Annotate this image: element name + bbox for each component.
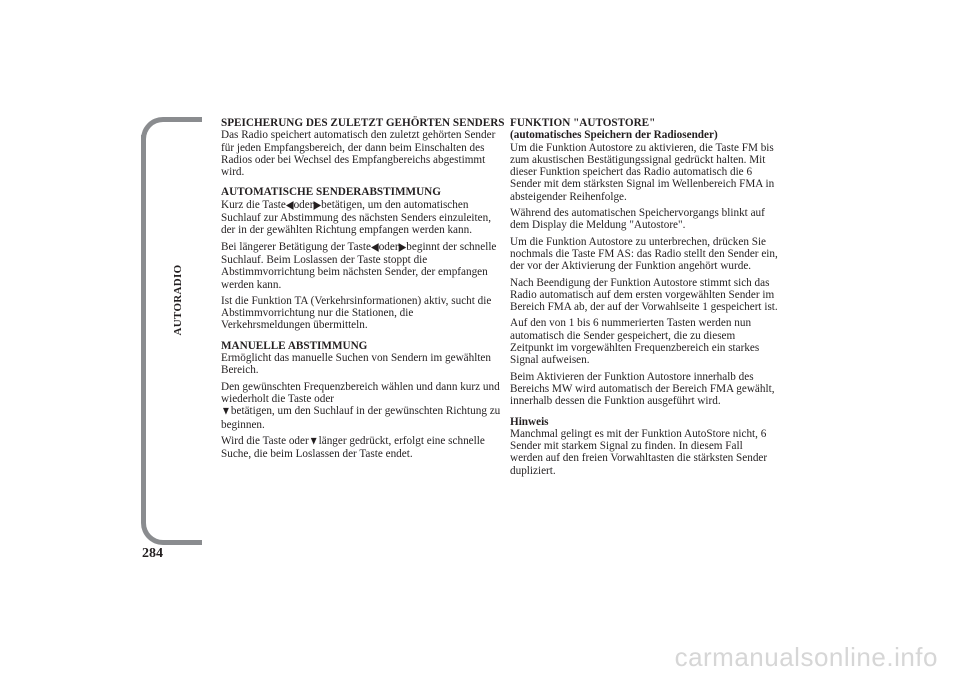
heading-note: Hinweis	[510, 415, 549, 428]
paragraph-manual-steps: Den gewünschten Frequenzbereich wählen und dann kurz und wiederholt die Taste oder ▼betätigen, um den Suchlauf in der gewünschten Richtung zu beginnen.	[221, 380, 501, 431]
frame-corner-bottom	[141, 520, 202, 545]
paragraph-fast-search: Bei längerer Betätigung der Taste◀oder▶beginnt der schnelle Suchlauf. Beim Loslassen der Taste stoppt die Abstimmvorrichtung beim nächsten Sender, der empfangen werden kann.	[221, 240, 497, 291]
frame-corner-top	[141, 117, 202, 142]
paragraph-autostore-end: Nach Beendigung der Funktion Autostore stimmt sich das Radio automatisch auf dem ersten vorgewählten Sender im Bereich FMA ab, der auf der Vorwahlseite 1 gespeichert ist.	[510, 276, 778, 314]
paragraph-autostore-keys: Auf den von 1 bis 6 nummerierten Tasten werden nun automatisch die Sender gespeichert, die zu diesem Zeitpunkt im vorgewählten Frequenzbereich ein starkes Signal aufweisen.	[510, 317, 760, 367]
paragraph-autostore-interrupt: Um die Funktion Autostore zu unterbrechen, drücken Sie nochmals die Taste FM AS: das Radio stellt den Sender ein, der vor der Aktivierung der Funktion angehört wurde.	[510, 235, 778, 273]
paragraph-ta-function: Ist die Funktion TA (Verkehrsinformationen) aktiv, sucht die Abstimmvorrichtung nur die Stationen, die Verkehrsmeldungen übermitteln.	[221, 294, 492, 332]
paragraph-autostore-activate: Um die Funktion Autostore zu aktivieren, die Taste FM bis zum akustischen Bestätigungssignal gedrückt halten. Mit dieser Funktion speichert das Radio automatisch die 6 Sender mit dem stärksten Signal im Wellenbereich FMA in absteigender Reihenfolge.	[510, 141, 775, 203]
right-arrow-icon: ▶	[313, 198, 322, 212]
heading-auto-tuning: AUTOMATISCHE SENDERABSTIMMUNG	[221, 186, 441, 199]
down-arrow-icon: ▼	[308, 434, 319, 448]
right-arrow-icon: ▶	[398, 240, 407, 254]
paragraph-manual-search: Ermöglicht das manuelle Suchen von Sendern im gewählten Bereich.	[221, 352, 491, 377]
heading-last-station: SPEICHERUNG DES ZULETZT GEHÖRTEN SENDERS	[221, 117, 505, 129]
watermark: carmanualsonline.info	[674, 642, 938, 672]
frame-side-line	[141, 135, 146, 522]
left-arrow-icon: ◀	[371, 240, 379, 254]
down-arrow-icon: ▼	[221, 405, 231, 418]
paragraph-autostore-mw: Beim Aktivieren der Funktion Autostore innerhalb des Bereichs MW wird automatisch der Bereich FMA gewählt, innerhalb dessen die Funktion ausgeführt wird.	[510, 370, 775, 408]
paragraph-note: Manchmal gelingt es mit der Funktion AutoStore nicht, 6 Sender mit starkem Signal zu finden. In diesem Fall werden auf den freien Vorwahltasten die stärksten Sender dupliziert.	[510, 427, 768, 477]
right-column	[510, 117, 778, 481]
left-arrow-icon: ◀	[285, 198, 294, 212]
page-number: 284	[142, 546, 163, 561]
left-column	[221, 117, 505, 464]
heading-manual-tuning: MANUELLE ABSTIMMUNG	[221, 339, 368, 352]
paragraph-autostore-display: Während des automatischen Speichervorgangs blinkt auf dem Display die Meldung "Autostore".	[510, 207, 765, 232]
heading-autostore-sub: (automatisches Speichern der Radiosender)	[510, 129, 718, 142]
section-side-tab: AUTORADIO	[172, 264, 184, 336]
heading-autostore: FUNKTION "AUTOSTORE"	[510, 117, 656, 129]
paragraph-last-station: Das Radio speichert automatisch den zuletzt gehörten Sender für jeden Empfangsbereich, der dann beim Einschalten des Radios oder bei Wechsel des Empfangbereichs abgestimmt wird.	[221, 129, 496, 179]
paragraph-auto-tuning: Kurz die Taste◀oder▶betätigen, um den automatischen Suchlauf zur Abstimmung des nächsten Senders einzuleiten, der in der gewählten Richtung empfangen werden kann.	[221, 198, 491, 237]
paragraph-manual-fast: Wird die Taste oder▼länger gedrückt, erfolgt eine schnelle Suche, die beim Loslassen der Taste endet.	[221, 434, 485, 461]
